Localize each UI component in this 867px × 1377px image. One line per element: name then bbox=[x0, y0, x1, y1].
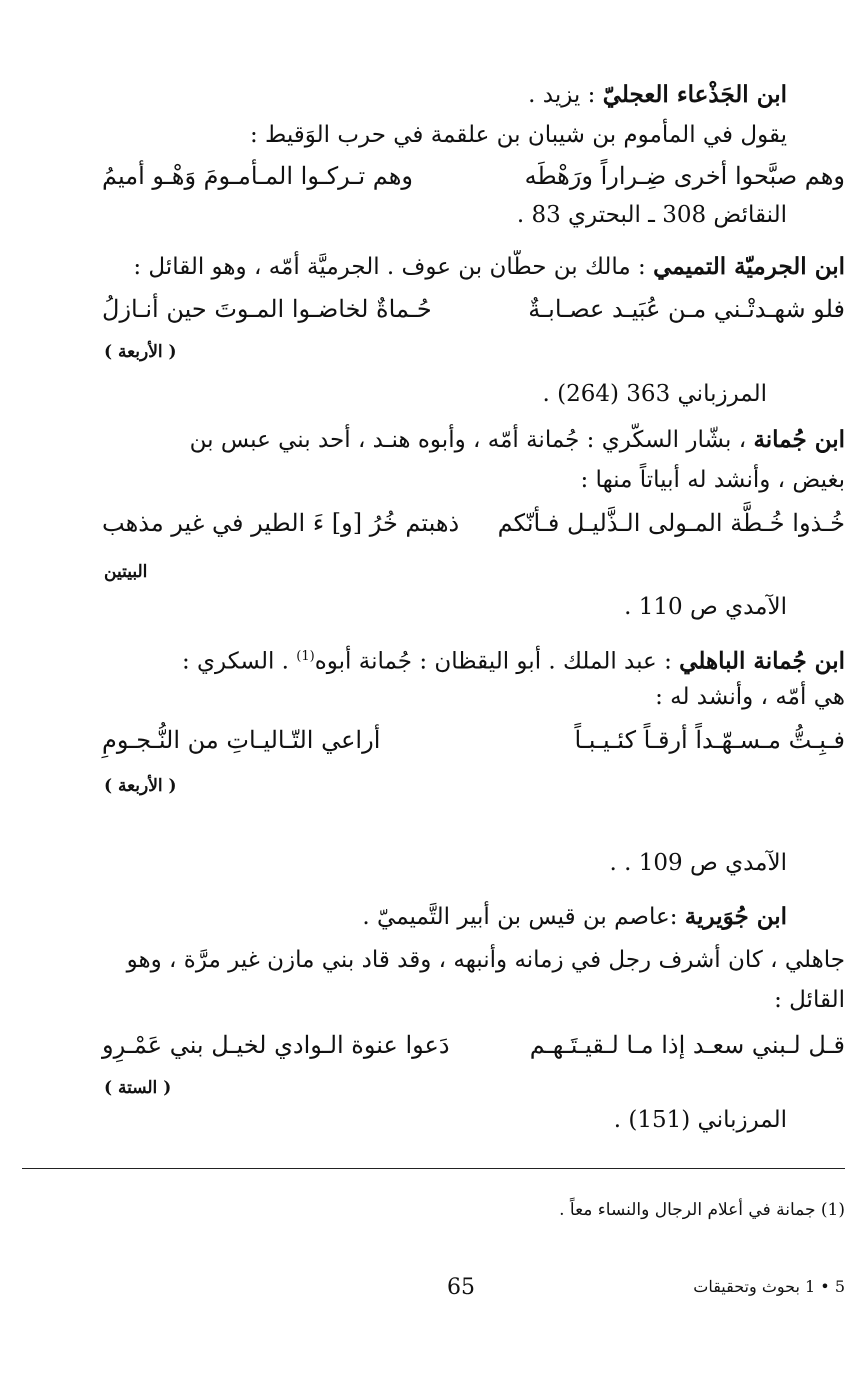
entry-text: . السكري : bbox=[181, 648, 297, 675]
source-reference: المرزباني 363 (264) . bbox=[542, 381, 767, 407]
verse bbox=[22, 158, 845, 194]
entry-heading: ابن الجرميّة التميمي bbox=[653, 253, 845, 280]
entry-text: ، بشّار السكّري : جُمانة أمّه ، وأبوه هنـد ، أحد بني عبس بن bbox=[189, 427, 754, 453]
verse-second-hemistich: دَعوا عنوة الـوادي لخيـل بني عَمْـرِو bbox=[102, 1031, 450, 1059]
entry-text: :عاصم بن قيس بن أبير التَّميميّ . bbox=[362, 904, 685, 930]
page-number: 65 bbox=[447, 1275, 475, 1300]
entry-heading: ابن جُوَيرية bbox=[684, 903, 787, 930]
verse-first-hemistich: فلو شهـدتْـني مـن عُبَيـد عصـابـةٌ bbox=[528, 295, 845, 323]
entry-line: القائل : bbox=[774, 987, 845, 1013]
entry-ibn-jumana bbox=[100, 423, 845, 457]
meter-label: ( الأربعة ) bbox=[104, 776, 177, 796]
meter-label: ( الأربعة ) bbox=[104, 342, 177, 362]
verse bbox=[22, 722, 845, 758]
source-reference: المرزباني (151) . bbox=[613, 1107, 787, 1133]
entry-ibn-jadhaa bbox=[100, 78, 787, 112]
verse-first-hemistich: فـبِـتُّ مـسـهّـداً أرقـاً كئـيـبـاً bbox=[574, 726, 845, 754]
source-reference: الآمدي ص 110 . bbox=[624, 594, 787, 620]
entry-heading: ابن جُمانة bbox=[753, 426, 845, 453]
verse-second-hemistich: حُـماةٌ لخاضـوا المـوتَ حين أنـازلُ bbox=[102, 295, 432, 323]
entry-heading: ابن جُمانة الباهلي bbox=[679, 647, 845, 675]
verse-first-hemistich: قـل لـبني سعـد إذا مـا لـقيـتَـهـم bbox=[529, 1031, 845, 1059]
footnote-marker: (1) bbox=[296, 649, 315, 664]
verse-second-hemistich: أراعي التّـاليـاتِ من النُّـجـومِ bbox=[102, 726, 381, 754]
entry-heading: ابن الجَذْعاء العجليّ bbox=[602, 81, 787, 108]
entry-line: هي أمّه ، وأنشد له : bbox=[655, 684, 845, 710]
verse bbox=[22, 1027, 845, 1063]
meter-label: البيتين bbox=[104, 562, 148, 582]
series-label: 5 • 1 بحوث وتحقيقات bbox=[693, 1277, 845, 1296]
meter-label: ( الستة ) bbox=[104, 1078, 172, 1098]
verse-second-hemistich: وهم تـركـوا المـأمـومَ وَهْـو أميمُ bbox=[102, 162, 413, 190]
entry-ibn-jarmiyya bbox=[100, 250, 845, 284]
footnote-divider bbox=[22, 1168, 845, 1169]
entry-line: بغيض ، وأنشد له أبياتاً منها : bbox=[580, 467, 845, 493]
verse-second-hemistich: ذهبتم خُرُ [و] ءَ الطير في غير مذهب bbox=[102, 509, 460, 537]
entry-line: يقول في المأموم بن شيبان بن علقمة في حرب الوَقيط : bbox=[249, 122, 787, 148]
entry-ibn-jumana-bahili bbox=[100, 640, 845, 679]
entry-ibn-juwayriya bbox=[100, 900, 787, 934]
source-reference: الآمدي ص 109 . . bbox=[609, 850, 787, 876]
entry-text: : عبد الملك . أبو اليقظان : جُمانة أبوه bbox=[314, 648, 680, 675]
entry-text: : يزيد . bbox=[528, 82, 603, 108]
source-reference: النقائض 308 ـ البحتري 83 . bbox=[516, 202, 787, 228]
verse-first-hemistich: خُـذوا خُـطَّة المـولى الـذَّليـل فـأنّكم bbox=[497, 509, 845, 537]
entry-text: : مالك بن حطّان بن عوف . الجرميَّة أمّه ، وهو القائل : bbox=[133, 254, 654, 280]
verse bbox=[22, 291, 845, 327]
verse-first-hemistich: وهم صبَّحوا أخرى ضِـراراً ورَهْطَه bbox=[524, 162, 845, 190]
verse bbox=[22, 505, 845, 541]
footnote: (1) جمانة في أعلام الرجال والنساء معاً . bbox=[559, 1200, 845, 1220]
entry-line: جاهلي ، كان أشرف رجل في زمانه وأنبهه ، وقد قاد بني مازن غير مرَّة ، وهو bbox=[126, 947, 845, 973]
